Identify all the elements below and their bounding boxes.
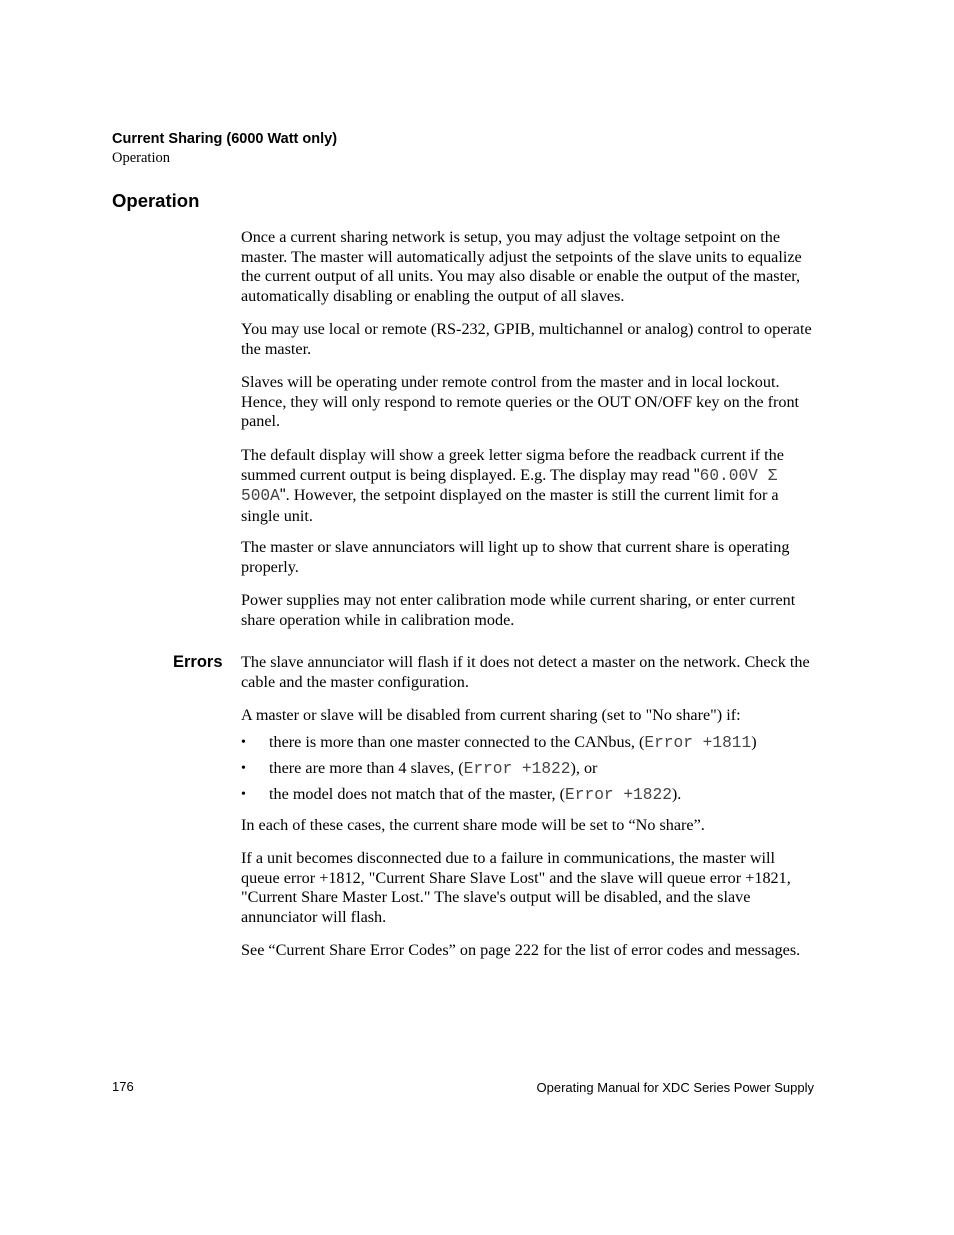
paragraph-see-also: See “Current Share Error Codes” on page 222 for the list of error codes and messages. xyxy=(241,941,801,959)
list-item: • there are more than 4 slaves, (Error +1822), or xyxy=(241,758,598,778)
paragraph-slaves: Slaves will be operating under remote control from the master and in local lockout. Hence, they will only respond to remote queries or the OUT ON/OFF key on the front panel. xyxy=(241,373,800,431)
bullet-icon: • xyxy=(241,786,246,802)
error-code: Error +1811 xyxy=(644,734,752,752)
paragraph-calibration: Power supplies may not enter calibration mode while current sharing, or enter current share operation while in calibration mode. xyxy=(241,591,796,629)
error-code: Error +1822 xyxy=(565,785,672,804)
paragraph-overview: Once a current sharing network is setup, you may adjust the voltage setpoint on the master. The master will automatically adjust the setpoints of the slave units to equalize the current output of all units. You may also disable or enable the output of the master, automatically disabling or enabling the output of all slaves. xyxy=(241,228,802,305)
paragraph-errors-flash: The slave annunciator will flash if it does not detect a master on the network. Check the cable and the master configuration. xyxy=(241,653,810,691)
list-item: • there is more than one master connected to the CANbus, (Error +1811) xyxy=(241,733,757,752)
section-heading: Operation xyxy=(112,190,200,211)
bullet-icon: • xyxy=(241,735,246,750)
paragraph-no-share: In each of these cases, the current share mode will be set to “No share”. xyxy=(241,816,705,834)
page-number: 176 xyxy=(112,1079,134,1094)
error-condition-list xyxy=(241,733,815,811)
paragraph-annunciators: The master or slave annunciators will light up to show that current share is operating properly. xyxy=(241,538,790,576)
paragraph-control: You may use local or remote (RS-232, GPIB, multichannel or analog) control to operate the master. xyxy=(241,320,812,358)
running-header-section: Operation xyxy=(112,150,170,166)
footer-manual-title: Operating Manual for XDC Series Power Supply xyxy=(536,1080,814,1095)
list-item: • the model does not match that of the master, (Error +1822). xyxy=(241,784,682,804)
running-header-chapter: Current Sharing (6000 Watt only) xyxy=(112,131,338,147)
errors-side-heading: Errors xyxy=(173,653,223,671)
paragraph-disconnect: If a unit becomes disconnected due to a failure in communications, the master will queue error +1812, "Current Share Slave Lost" and the slave will queue error +1821, "Current Share Master Lost." The slave's output will be disabled, and the slave annunciator will flash. xyxy=(241,849,791,926)
display-readout-example: 60.00V Σ 500A xyxy=(241,466,778,506)
paragraph-display: The default display will show a greek letter sigma before the readback current if the summed current output is being displayed. E.g. The display may read "60.00V Σ 500A". However, the setpoint displayed on the master is still the current limit for a single unit. xyxy=(241,446,784,525)
error-code: Error +1822 xyxy=(463,759,571,778)
paragraph-errors-conditions: A master or slave will be disabled from current sharing (set to "No share") if: xyxy=(241,706,741,724)
bullet-icon: • xyxy=(241,760,246,776)
